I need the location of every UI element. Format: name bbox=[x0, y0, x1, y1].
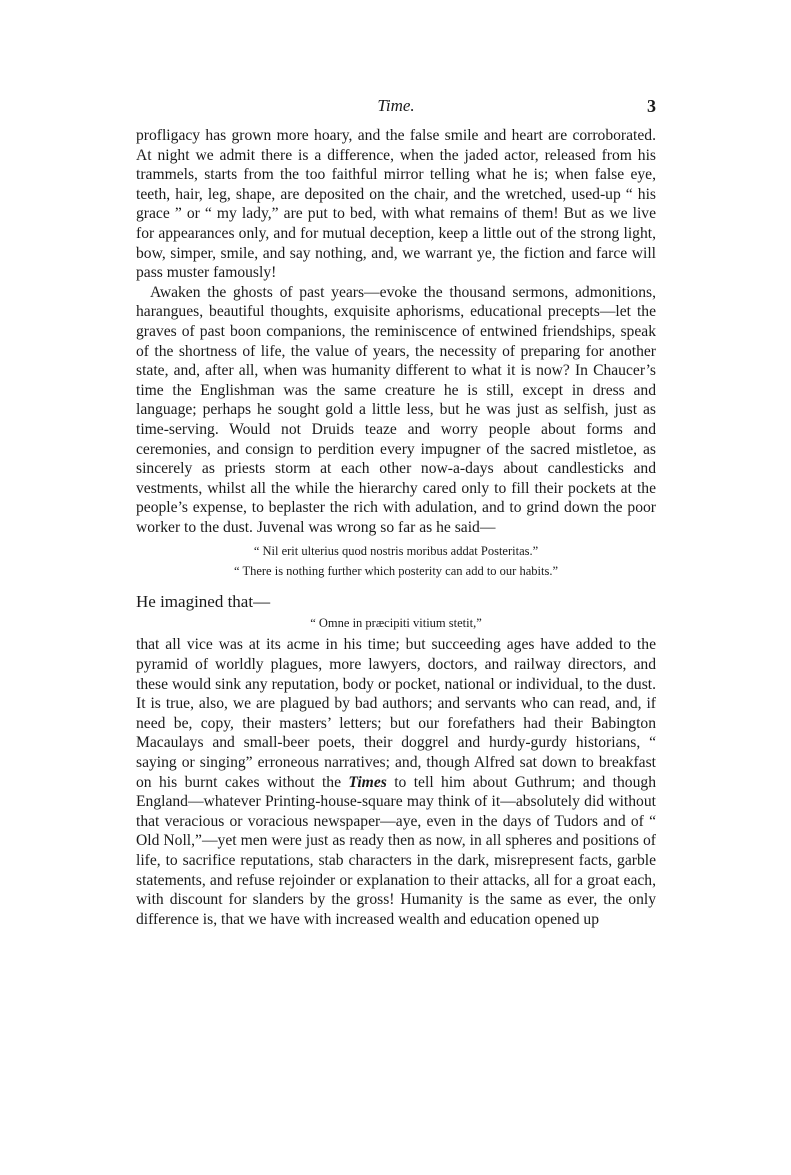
paragraph-3 bbox=[136, 635, 656, 929]
times-newspaper-title: Times bbox=[348, 773, 387, 791]
paragraph-1: profligacy has grown more hoary, and the false smile and heart are corroborated. At night we admit there is a difference, when the jaded actor, released from his trammels, starts from the too faithful mirror telling what he is; when false eye, teeth, hair, leg, shape, are deposited on the chair, and the wretched, used-up “ his grace ” or “ my lady,” are put to bed, with what remains of them! But as we live for appearances only, and for mutual deception, keep a little out of the strong light, bow, simper, smile, and say nothing, and, we warrant ye, the fiction and farce will pass muster famously! bbox=[136, 127, 656, 282]
lead-line: He imagined that— bbox=[136, 592, 271, 612]
running-title: Time. bbox=[377, 96, 415, 115]
latin-quote: “ Nil erit ulterius quod nostris moribus addat Posteritas.” bbox=[253, 544, 539, 559]
book-page bbox=[136, 96, 656, 929]
quote-translation: “ There is nothing further which posterity can add to our habits.” bbox=[234, 564, 558, 579]
paragraph-3-part-a: that all vice was at its acme in his time; but succeeding ages have added to the pyramid of worldly plagues, more lawyers, doctors, and railway directors, and these would sink any reputation, body or pocket, national or individual, to the dust. It is true, also, we are plagued by bad authors; and servants who can read, and, if need be, copy, their masters’ letters; but our forefathers had their Babington Macaulays and small-beer poets, their doggrel and hurdy-gurdy historians, “ saying or singing” erroneous narratives; and, though Alfred sat down to breakfast on his burnt cakes without the bbox=[136, 636, 656, 791]
latin-quote-2: “ Omne in præcipiti vitium stetit,” bbox=[310, 616, 482, 631]
page-header bbox=[136, 96, 656, 126]
paragraph-3-part-b: to tell him about Guthrum; and though England—whatever Printing-house-square may think of it—absolutely did without that veracious or voracious newspaper—aye, even in the days of Tudors and of “ Old Noll,”—yet men were just as ready then as now, in all spheres and positions of life, to sacrifice reputations, stab characters in the dark, misrepresent facts, garble statements, and refuse rejoinder or explanation to their attacks, all for a groat each, with discount for slanders by the gross! Humanity is the same as ever, the only difference is, that we have with increased wealth and education opened up bbox=[136, 773, 656, 928]
paragraph-2: Awaken the ghosts of past years—evoke the thousand sermons, admonitions, harangues, beautiful thoughts, exquisite aphorisms, educational precepts—let the graves of past boon companions, the reminiscence of entwined friendships, speak of the shortness of life, the value of years, the necessity of preparing for another state, and, after all, when was humanity different to what it is now? In Chaucer’s time the Englishman was the same creature he is still, except in dress and language; perhaps he sought gold a little less, but he was just as selfish, just as time-serving. Would not Druids teaze and worry people about forms and ceremonies, and consign to perdition every impugner of the sacred mistletoe, as sincerely as priests storm at each other now-a-days about candlesticks and vestments, whilst all the while the hierarchy cared only to fill their pockets at the people’s expense, to beplaster the rich with adulation, and to grind down the poor worker to the dust. Juvenal was wrong so far as he said— bbox=[136, 283, 656, 536]
page-number: 3 bbox=[647, 96, 656, 116]
